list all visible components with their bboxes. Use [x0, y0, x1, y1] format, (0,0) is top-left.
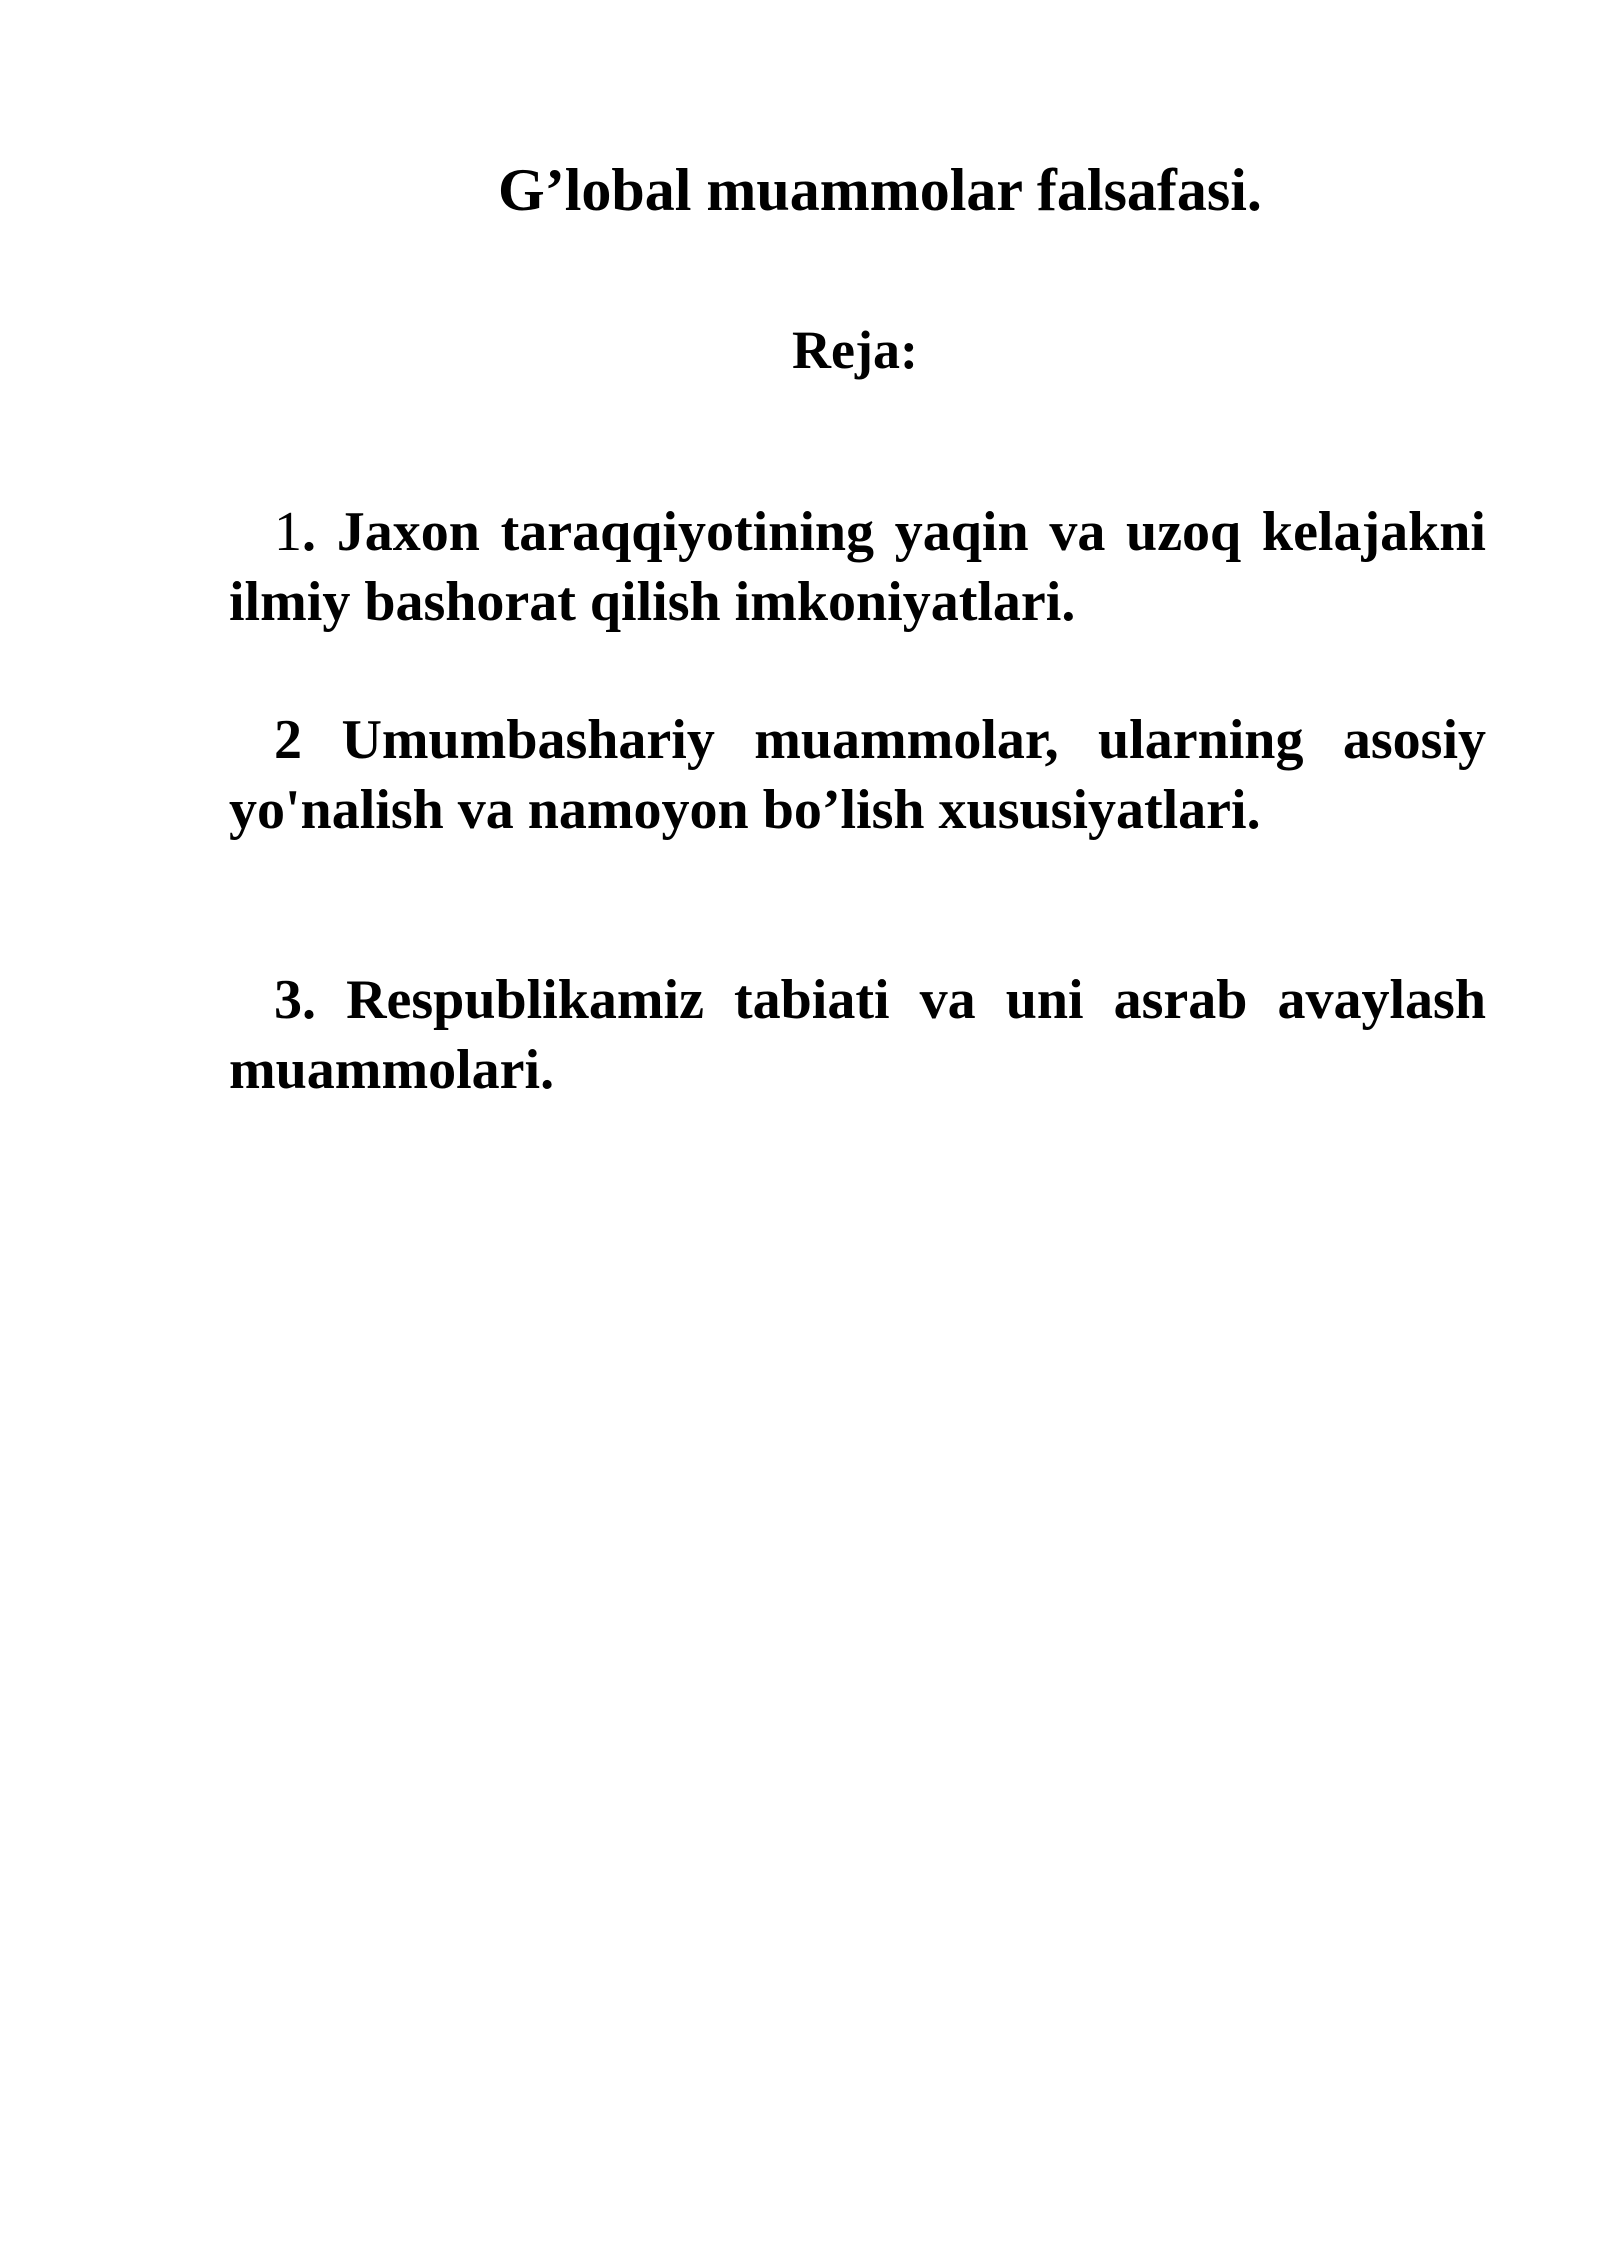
plan-item-separator: .: [302, 501, 337, 563]
plan-item-separator: .: [302, 969, 347, 1031]
plan-item-3: [229, 965, 1486, 1105]
plan-item-separator: [302, 709, 341, 771]
plan-item-1: [229, 497, 1486, 637]
plan-item-2: [229, 705, 1486, 845]
plan-item-text: Respublikamiz tabiati va uni asrab avaylash muammolari.: [229, 969, 1486, 1101]
plan-heading: Reja:: [792, 320, 918, 380]
plan-item-number: 1: [274, 501, 302, 563]
page-title: G’lobal muammolar falsafasi.: [498, 157, 1262, 223]
plan-item-text: Umumbashariy muammolar, ularning asosiy yo'nalish va namoyon bo’lish xususiyatlari.: [229, 709, 1487, 841]
plan-item-number: 3: [274, 969, 302, 1031]
plan-item-number: 2: [274, 709, 302, 771]
plan-item-text: Jaxon taraqqiyotining yaqin va uzoq kelajakni ilmiy bashorat qilish imkoniyatlari.: [229, 501, 1486, 633]
